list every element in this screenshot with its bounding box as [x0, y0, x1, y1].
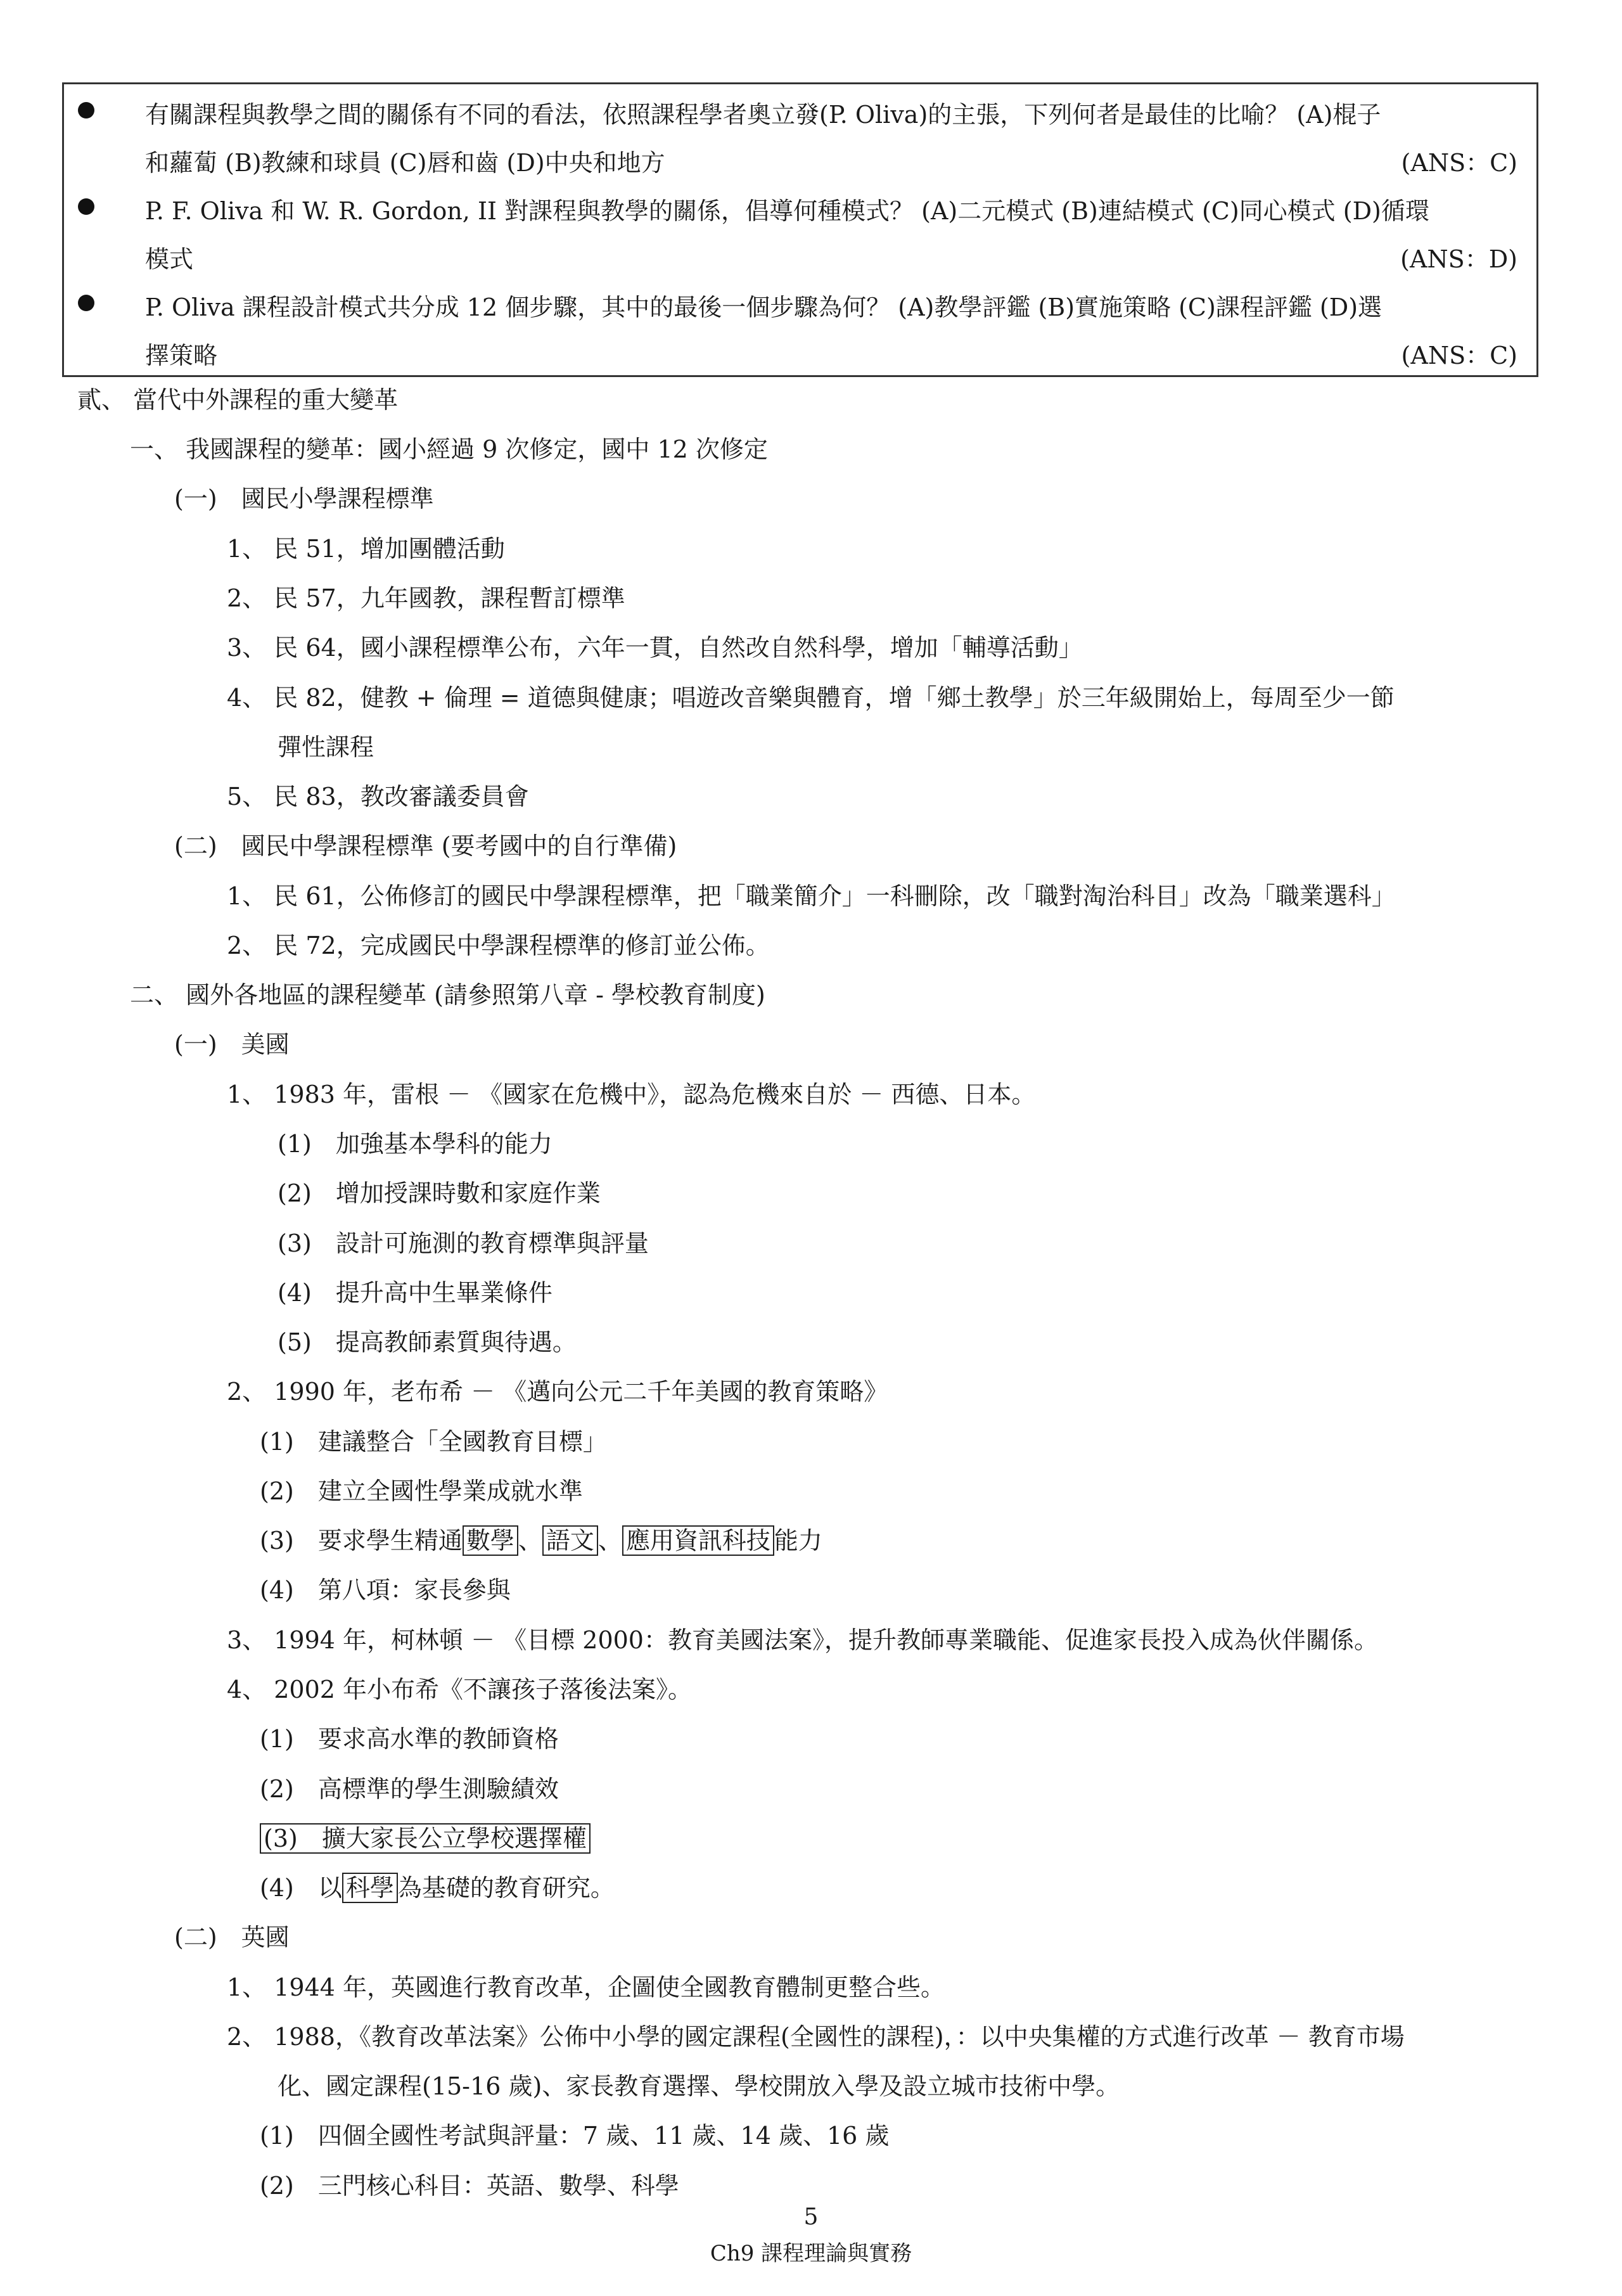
question-text: 和蘿蔔 (B)教練和球員 (C)唇和齒 (D)中央和地方 [145, 149, 665, 177]
bullet-icon [78, 198, 94, 215]
text-fragment: 能力 [774, 1527, 822, 1555]
text-fragment: (4) 以 [260, 1874, 342, 1902]
list-subitem: (1) 四個全國性考試與評量：7 歲、11 歲、14 歲、16 歲 [260, 2122, 890, 2150]
list-item: 2、 1990 年，老布希 － 《邁向公元二千年美國的教育策略》 [227, 1378, 888, 1406]
list-subitem [260, 1525, 822, 1556]
boxed-keyword: (3) 擴大家長公立學校選擇權 [260, 1823, 591, 1854]
question-box [62, 82, 1538, 377]
question-text: 擇策略 [145, 342, 218, 369]
list-subitem: (2) 建立全國性學業成就水準 [260, 1477, 583, 1505]
chapter-title: Ch9 課程理論與實務 [710, 2241, 912, 2266]
part-heading: 一、 我國課程的變革：國小經過 9 次修定，國中 12 次修定 [130, 435, 768, 463]
question-text: P. Oliva 課程設計模式共分成 12 個步驟，其中的最後一個步驟為何？ (A)教學評鑑 (B)實施策略 (C)課程評鑑 (D)選 [145, 293, 1383, 321]
list-subitem [260, 1823, 591, 1854]
list-item-continued: 化、國定課程(15-16 歲)、家長教育選擇、學校開放入學及設立城市技術中學。 [278, 2072, 1120, 2100]
list-subitem: (1) 加強基本學科的能力 [278, 1130, 552, 1158]
list-subitem: (2) 增加授課時數和家庭作業 [278, 1179, 601, 1207]
sub-heading: (二) 英國 [174, 1923, 290, 1951]
list-item: 1、 民 51，增加團體活動 [227, 535, 505, 563]
page-number: 5 [803, 2204, 819, 2230]
part-heading: 二、 國外各地區的課程變革 (請參照第八章 - 學校教育制度) [130, 981, 765, 1009]
list-item: 2、 1988，《教育改革法案》公佈中小學的國定課程(全國性的課程)，：以中央集權的方式進行改革 － 教育市場 [227, 2023, 1405, 2051]
text-fragment: 、 [597, 1527, 622, 1555]
list-subitem: (3) 設計可施測的教育標準與評量 [278, 1229, 649, 1257]
list-item: 3、 1994 年，柯林頓 － 《目標 2000：教育美國法案》，提升教師專業職能、促進家長投入成為伙伴關係。 [227, 1626, 1378, 1654]
list-item: 2、 民 72，完成國民中學課程標準的修訂並公佈。 [227, 932, 770, 959]
list-subitem: (1) 要求高水準的教師資格 [260, 1725, 559, 1753]
boxed-keyword: 數學 [463, 1525, 518, 1556]
sub-heading: (一) 美國 [174, 1030, 290, 1058]
list-item: 4、 2002 年小布希《不讓孩子落後法案》。 [227, 1676, 693, 1703]
sub-heading: (一) 國民小學課程標準 [174, 485, 434, 513]
question-text: 有關課程與教學之間的關係有不同的看法，依照課程學者奧立發(P. Oliva)的主張，下列何者是最佳的比喻？ (A)棍子 [145, 101, 1381, 129]
boxed-keyword: 語文 [542, 1525, 598, 1556]
list-subitem [260, 1873, 615, 1903]
answer-label: (ANS：C) [1401, 342, 1517, 369]
question-text: P. F. Oliva 和 W. R. Gordon, II 對課程與教學的關係，倡導何種模式？ (A)二元模式 (B)連結模式 (C)同心模式 (D)循環 [145, 197, 1429, 225]
answer-label: (ANS：C) [1401, 149, 1517, 177]
list-item: 4、 民 82，健教 + 倫理 = 道德與健康；唱遊改音樂與體育，增「鄉土教學」於三年級開始上，每周至少一節 [227, 684, 1395, 712]
list-subitem: (4) 第八項：家長參與 [260, 1576, 511, 1604]
question-item [64, 91, 1536, 187]
text-fragment: 為基礎的教育研究。 [397, 1874, 615, 1902]
list-subitem: (2) 三門核心科目：英語、數學、科學 [260, 2172, 679, 2200]
question-text: 模式 [145, 245, 194, 273]
section-heading: 貳、 當代中外課程的重大變革 [77, 386, 399, 414]
list-subitem: (4) 提升高中生畢業條件 [278, 1279, 552, 1307]
boxed-keyword: 應用資訊科技 [622, 1525, 774, 1556]
sub-heading: (二) 國民中學課程標準 (要考國中的自行準備) [174, 832, 677, 860]
list-subitem: (2) 高標準的學生測驗績效 [260, 1775, 559, 1803]
text-fragment: (3) 要求學生精通 [260, 1527, 463, 1555]
list-subitem: (5) 提高教師素質與待遇。 [278, 1328, 577, 1356]
question-item [64, 187, 1536, 283]
list-item: 1、 1983 年，雷根 － 《國家在危機中》，認為危機來自於 － 西德、日本。 [227, 1081, 1036, 1108]
text-fragment: 、 [518, 1527, 542, 1555]
bullet-icon [78, 295, 94, 311]
answer-label: (ANS：D) [1400, 245, 1517, 273]
question-item [64, 283, 1536, 380]
list-item: 1、 1944 年，英國進行教育改革，企圖使全國教育體制更整合些。 [227, 1973, 945, 2001]
bullet-icon [78, 102, 94, 119]
boxed-keyword: 科學 [342, 1873, 398, 1903]
list-item: 2、 民 57，九年國教，課程暫訂標準 [227, 584, 625, 612]
list-item-continued: 彈性課程 [278, 733, 374, 761]
list-item: 3、 民 64，國小課程標準公布，六年一貫，自然改自然科學，增加「輔導活動」 [227, 634, 1083, 662]
list-item: 1、 民 61，公佈修訂的國民中學課程標準，把「職業簡介」一科刪除，改「職對淘治科目」改為「職業選科」 [227, 882, 1396, 910]
list-item: 5、 民 83，教改審議委員會 [227, 783, 529, 811]
list-subitem: (1) 建議整合「全國教育目標」 [260, 1428, 607, 1456]
